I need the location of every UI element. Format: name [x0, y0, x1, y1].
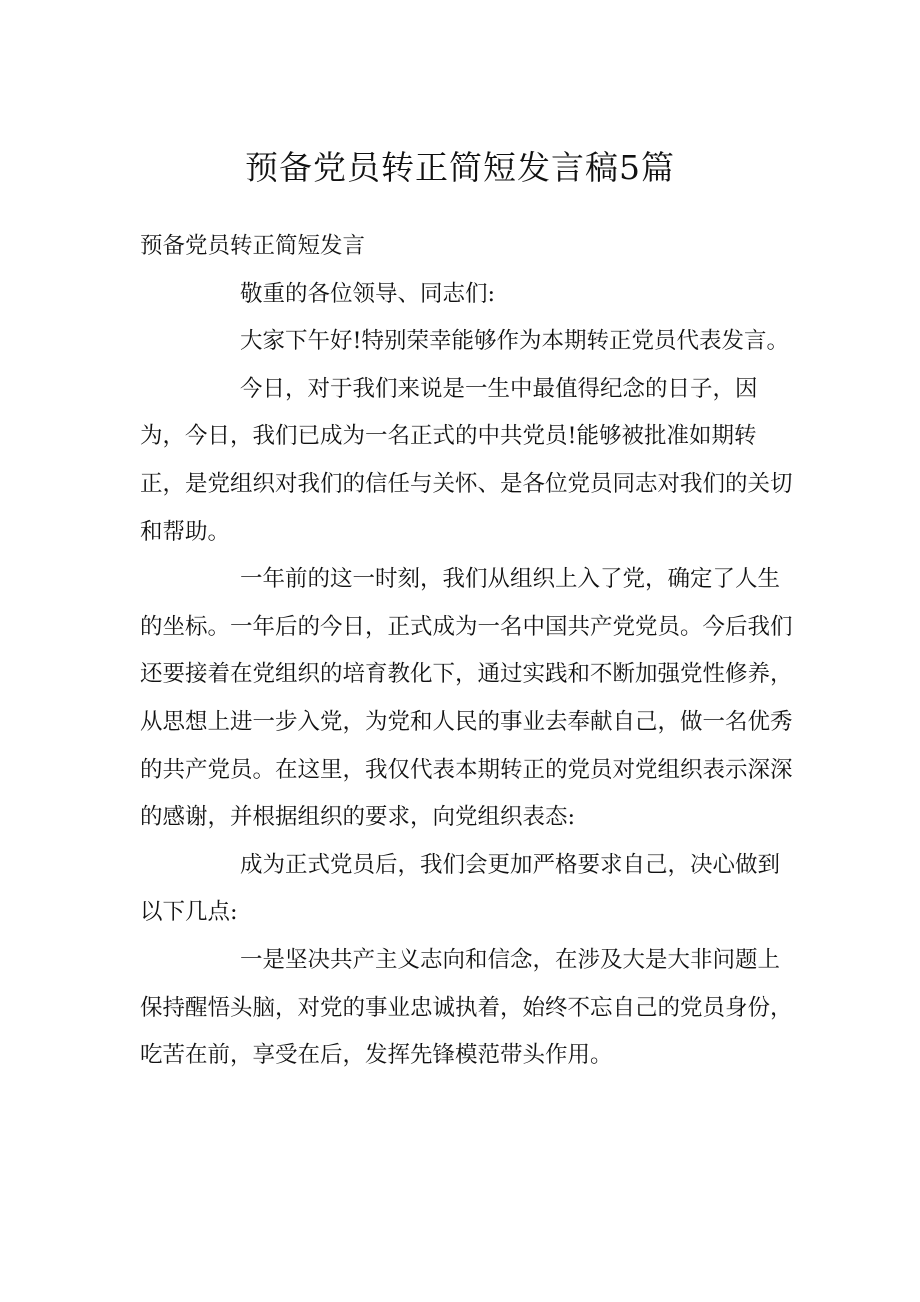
paragraph-salutation: 敬重的各位领导、同志们:: [240, 280, 496, 307]
document-title: 预备党员转正简短发言稿5篇: [245, 148, 675, 187]
document-body: [140, 223, 800, 1080]
document-subtitle: 预备党员转正简短发言: [140, 233, 366, 259]
paragraph-resolution: 成为正式党员后，我们会更加严格要求自己，决心做到以下几点:: [140, 851, 781, 926]
paragraph-point-one: 一是坚决共产主义志向和信念，在涉及大是大非问题上保持醒悟头脑，对党的事业忠诚执着，始终不忘自己的党员身份，吃苦在前，享受在后，发挥先锋模范带头作用。: [140, 946, 793, 1069]
paragraph-greeting: 大家下午好!特别荣幸能够作为本期转正党员代表发言。: [240, 328, 790, 355]
paragraph-today: 今日，对于我们来说是一生中最值得纪念的日子，因为，今日，我们已成为一名正式的中共党员!能够被批准如期转正，是党组织对我们的信任与关怀、是各位党员同志对我们的关切和帮助。: [140, 375, 793, 545]
paragraph-one-year-ago: 一年前的这一时刻，我们从组织上入了党，确定了人生的坐标。一年后的今日，正式成为一名中国共产党党员。今后我们还要接着在党组织的培育教化下，通过实践和不断加强党性修养，从思想上进一步入党，为党和人民的事业去奉献自己，做一名优秀的共产党员。在这里，我仅代表本期转正的党员对党组织表示深深的感谢，并根据组织的要求，向党组织表态:: [140, 566, 793, 831]
